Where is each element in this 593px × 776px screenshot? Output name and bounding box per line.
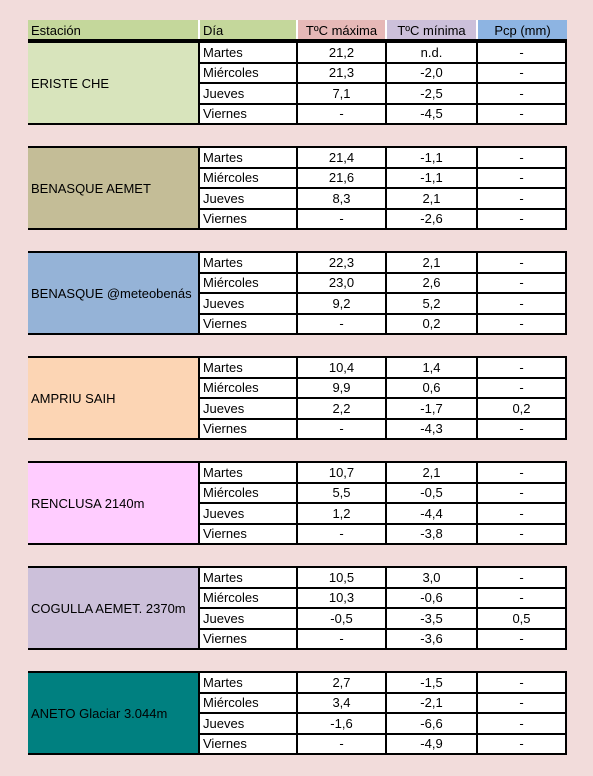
- pcp-cell: -: [476, 253, 565, 272]
- tmin-cell: 2,1: [385, 463, 476, 482]
- day-cell: Martes: [198, 463, 296, 482]
- tmin-cell: -4,5: [385, 105, 476, 124]
- tmin-cell: 2,1: [385, 253, 476, 272]
- tmin-cell: -3,8: [385, 525, 476, 544]
- tmin-cell: 2,6: [385, 274, 476, 293]
- station-name: ANETO Glaciar 3.044m: [28, 671, 198, 755]
- pcp-cell: -: [476, 294, 565, 313]
- table-row: [198, 315, 565, 334]
- station-block: [28, 146, 567, 230]
- tmax-cell: 21,6: [296, 169, 385, 188]
- station-name: BENASQUE AEMET: [28, 146, 198, 230]
- tmax-cell: 21,2: [296, 43, 385, 62]
- day-cell: Miércoles: [198, 484, 296, 503]
- tmax-cell: 23,0: [296, 274, 385, 293]
- table-row: [198, 105, 565, 124]
- table-row: [198, 568, 565, 589]
- table-row: [198, 358, 565, 379]
- day-cell: Martes: [198, 253, 296, 272]
- pcp-cell: -: [476, 189, 565, 208]
- pcp-cell: -: [476, 358, 565, 377]
- tmin-cell: -1,1: [385, 169, 476, 188]
- day-cell: Martes: [198, 568, 296, 587]
- tmin-cell: 3,0: [385, 568, 476, 587]
- day-cell: Martes: [198, 43, 296, 62]
- day-cell: Jueves: [198, 609, 296, 628]
- station-name: RENCLUSA 2140m: [28, 461, 198, 545]
- station-rows: [198, 146, 567, 230]
- tmax-cell: -: [296, 735, 385, 754]
- tmax-cell: 9,2: [296, 294, 385, 313]
- tmax-cell: 2,7: [296, 673, 385, 692]
- tmin-cell: 2,1: [385, 189, 476, 208]
- station-rows: [198, 461, 567, 545]
- pcp-cell: -: [476, 210, 565, 229]
- pcp-cell: -: [476, 64, 565, 83]
- day-cell: Miércoles: [198, 589, 296, 608]
- tmax-cell: 9,9: [296, 379, 385, 398]
- table-row: [198, 210, 565, 229]
- tmax-cell: -: [296, 315, 385, 334]
- pcp-cell: -: [476, 484, 565, 503]
- tmin-cell: 0,6: [385, 379, 476, 398]
- day-cell: Jueves: [198, 504, 296, 523]
- table-row: [198, 294, 565, 315]
- tmin-cell: -0,6: [385, 589, 476, 608]
- station-block: [28, 566, 567, 650]
- table-row: [198, 274, 565, 295]
- day-cell: Miércoles: [198, 274, 296, 293]
- station-rows: [198, 566, 567, 650]
- tmin-cell: -2,5: [385, 84, 476, 103]
- table-row: [198, 379, 565, 400]
- table-row: [198, 43, 565, 64]
- table-row: [198, 525, 565, 544]
- day-cell: Martes: [198, 358, 296, 377]
- station-rows: [198, 671, 567, 755]
- table-row: [198, 169, 565, 190]
- pcp-cell: 0,5: [476, 609, 565, 628]
- table-row: [198, 589, 565, 610]
- pcp-cell: -: [476, 589, 565, 608]
- day-cell: Viernes: [198, 630, 296, 649]
- tmax-cell: 22,3: [296, 253, 385, 272]
- pcp-cell: -: [476, 735, 565, 754]
- day-cell: Jueves: [198, 714, 296, 733]
- tmin-cell: -1,5: [385, 673, 476, 692]
- table-header: [28, 20, 567, 41]
- tmax-cell: 21,4: [296, 148, 385, 167]
- table-row: [198, 694, 565, 715]
- header-pcp: Pcp (mm): [476, 20, 567, 39]
- tmax-cell: 10,4: [296, 358, 385, 377]
- tmax-cell: 7,1: [296, 84, 385, 103]
- tmin-cell: 1,4: [385, 358, 476, 377]
- pcp-cell: -: [476, 568, 565, 587]
- table-row: [198, 630, 565, 649]
- day-cell: Miércoles: [198, 379, 296, 398]
- pcp-cell: -: [476, 420, 565, 439]
- table-row: [198, 399, 565, 420]
- header-dia: Día: [198, 20, 296, 39]
- table-row: [198, 504, 565, 525]
- tmin-cell: -0,5: [385, 484, 476, 503]
- pcp-cell: -: [476, 463, 565, 482]
- header-tmin: TºC mínima: [385, 20, 476, 39]
- tmax-cell: -: [296, 525, 385, 544]
- pcp-cell: -: [476, 694, 565, 713]
- station-name: BENASQUE @meteobenás: [28, 251, 198, 335]
- header-tmax: TºC máxima: [296, 20, 385, 39]
- station-block: [28, 251, 567, 335]
- pcp-cell: -: [476, 673, 565, 692]
- pcp-cell: -: [476, 504, 565, 523]
- pcp-cell: -: [476, 630, 565, 649]
- day-cell: Viernes: [198, 315, 296, 334]
- tmin-cell: -4,9: [385, 735, 476, 754]
- header-estacion: Estación: [28, 20, 198, 39]
- table-row: [198, 714, 565, 735]
- tmin-cell: -3,5: [385, 609, 476, 628]
- tmax-cell: -0,5: [296, 609, 385, 628]
- pcp-cell: -: [476, 525, 565, 544]
- day-cell: Jueves: [198, 399, 296, 418]
- station-rows: [198, 251, 567, 335]
- tmax-cell: 5,5: [296, 484, 385, 503]
- tmin-cell: -2,1: [385, 694, 476, 713]
- day-cell: Miércoles: [198, 694, 296, 713]
- tmax-cell: -: [296, 630, 385, 649]
- pcp-cell: 0,2: [476, 399, 565, 418]
- tmin-cell: -2,6: [385, 210, 476, 229]
- tmin-cell: -4,4: [385, 504, 476, 523]
- station-name: COGULLA AEMET. 2370m: [28, 566, 198, 650]
- tmax-cell: 3,4: [296, 694, 385, 713]
- day-cell: Miércoles: [198, 64, 296, 83]
- tmin-cell: 5,2: [385, 294, 476, 313]
- day-cell: Miércoles: [198, 169, 296, 188]
- table-row: [198, 735, 565, 754]
- day-cell: Jueves: [198, 189, 296, 208]
- pcp-cell: -: [476, 379, 565, 398]
- station-block: [28, 461, 567, 545]
- pcp-cell: -: [476, 84, 565, 103]
- tmin-cell: 0,2: [385, 315, 476, 334]
- station-rows: [198, 41, 567, 125]
- pcp-cell: -: [476, 105, 565, 124]
- tmin-cell: -4,3: [385, 420, 476, 439]
- table-row: [198, 609, 565, 630]
- station-block: [28, 356, 567, 440]
- pcp-cell: -: [476, 274, 565, 293]
- station-block: [28, 41, 567, 125]
- tmax-cell: -: [296, 420, 385, 439]
- tmin-cell: -2,0: [385, 64, 476, 83]
- day-cell: Martes: [198, 673, 296, 692]
- pcp-cell: -: [476, 315, 565, 334]
- tmax-cell: 10,3: [296, 589, 385, 608]
- day-cell: Martes: [198, 148, 296, 167]
- table-row: [198, 673, 565, 694]
- tmin-cell: -3,6: [385, 630, 476, 649]
- pcp-cell: -: [476, 714, 565, 733]
- tmax-cell: 1,2: [296, 504, 385, 523]
- day-cell: Viernes: [198, 105, 296, 124]
- table-row: [198, 463, 565, 484]
- tmax-cell: -: [296, 105, 385, 124]
- tmin-cell: n.d.: [385, 43, 476, 62]
- tmax-cell: -1,6: [296, 714, 385, 733]
- tmax-cell: 8,3: [296, 189, 385, 208]
- station-name: ERISTE CHE: [28, 41, 198, 125]
- day-cell: Viernes: [198, 735, 296, 754]
- tmin-cell: -1,7: [385, 399, 476, 418]
- table-row: [198, 64, 565, 85]
- tmax-cell: 10,5: [296, 568, 385, 587]
- day-cell: Viernes: [198, 210, 296, 229]
- table-row: [198, 420, 565, 439]
- day-cell: Jueves: [198, 84, 296, 103]
- pcp-cell: -: [476, 169, 565, 188]
- station-name: AMPRIU SAIH: [28, 356, 198, 440]
- pcp-cell: -: [476, 148, 565, 167]
- station-block: [28, 671, 567, 755]
- table-row: [198, 189, 565, 210]
- tmin-cell: -6,6: [385, 714, 476, 733]
- station-rows: [198, 356, 567, 440]
- table-row: [198, 484, 565, 505]
- tmax-cell: 2,2: [296, 399, 385, 418]
- day-cell: Jueves: [198, 294, 296, 313]
- tmax-cell: 10,7: [296, 463, 385, 482]
- table-row: [198, 148, 565, 169]
- tmax-cell: 21,3: [296, 64, 385, 83]
- pcp-cell: -: [476, 43, 565, 62]
- day-cell: Viernes: [198, 525, 296, 544]
- tmin-cell: -1,1: [385, 148, 476, 167]
- table-row: [198, 84, 565, 105]
- tmax-cell: -: [296, 210, 385, 229]
- table-row: [198, 253, 565, 274]
- day-cell: Viernes: [198, 420, 296, 439]
